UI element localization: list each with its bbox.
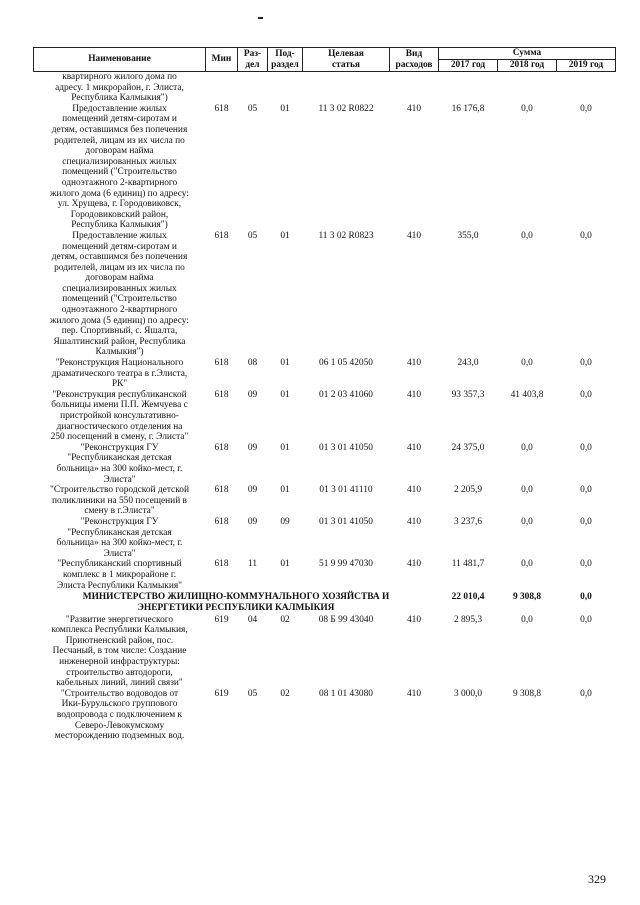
row-target-article: 11 3 02 R0822	[318, 103, 374, 114]
row-sum-2019: 0,0	[580, 103, 592, 114]
row-expense-type: 410	[406, 516, 422, 527]
row-sum-2019: 0,0	[580, 389, 592, 400]
row-name: "Республиканский спортивный комплекс в 1 микрорайоне г. Элиста Республики Калмыкия"	[56, 559, 182, 591]
row-sum-2019: 0,0	[580, 614, 592, 625]
table-row	[34, 104, 616, 231]
row-sum-2017: 16 176,8	[451, 103, 485, 114]
row-ministry-code: 618	[214, 103, 229, 114]
row-section: 09	[247, 389, 258, 400]
row-sum-2018: 0,0	[521, 442, 533, 453]
header-year-2017: 2017 год	[439, 60, 498, 72]
row-ministry-code: 618	[214, 516, 229, 527]
header-expense-type	[390, 48, 439, 72]
row-subsection: 02	[280, 688, 290, 699]
row-sum-2018: 0,0	[521, 103, 533, 114]
row-target-article: 06 1 05 42050	[319, 358, 373, 369]
page-number: 329	[588, 872, 606, 886]
row-subsection: 01	[280, 389, 290, 400]
row-section: 08	[247, 358, 258, 369]
table-row	[34, 358, 616, 390]
row-sum-2018: 0,0	[521, 516, 533, 527]
row-ministry-code: 618	[214, 442, 229, 453]
row-name: "Развитие энергетического комплекса Республики Калмыкия, Приютненский район, пос. Песчаный, в том числе: Создание инженерной инфраструктуры: строительство автодороги, кабельных линий, линий связи"	[51, 614, 188, 689]
row-sum-2017: 93 357,3	[451, 389, 485, 400]
row-subsection: 01	[280, 230, 290, 241]
row-sum-2018: 0,0	[521, 614, 533, 625]
row-section: 05	[247, 230, 258, 241]
row-sum-2019: 0,0	[580, 688, 592, 699]
row-name: "Реконструкция Национального драматического театра в г.Элиста, РК"	[51, 358, 188, 390]
header-section	[238, 48, 268, 72]
header-year-2018: 2018 год	[498, 60, 557, 72]
row-subsection: 01	[280, 485, 290, 496]
row-sum-2019: 0,0	[580, 230, 592, 241]
row-section: 09	[247, 485, 258, 496]
row-target-article: 08 Б 99 43040	[318, 614, 374, 625]
budget-table	[33, 47, 616, 742]
row-name: "Реконструкция ГУ "Республиканская детская больница» на 300 койко-мест, г. Элиста"	[56, 442, 183, 485]
header-sum: Сумма	[439, 48, 616, 60]
row-sum-2017: 2 895,3	[453, 614, 483, 625]
row-expense-type: 410	[406, 389, 422, 400]
table-row	[34, 689, 616, 742]
row-name: Предоставление жилых помещений детям-сиротам и детям, оставшимся без попечения родителей, лицам из их числа по договорам найма специализированных жилых помещений ("Строительство одноэтажного 2-квартирного жилого дома (6 единиц) по адресу: ул. Хрущева, г. Городовиковск, Городовиковский район, Республика Калмыкия")	[50, 103, 189, 231]
row-expense-type: 410	[406, 442, 422, 453]
row-target-article: 01 3 01 41050	[319, 516, 373, 527]
ministry-sum-2018: 9 308,8	[512, 592, 542, 603]
table-row	[34, 443, 616, 485]
header-section-text: Раз- дел	[243, 48, 262, 70]
row-target-article: 11 3 02 R0823	[318, 230, 374, 241]
row-sum-2018: 9 308,8	[512, 688, 542, 699]
row-sum-2017: 355,0	[457, 230, 479, 241]
row-sum-2018: 0,0	[521, 358, 533, 369]
row-target-article: 08 1 01 43080	[319, 688, 373, 699]
row-subsection: 01	[280, 103, 290, 114]
table-row	[34, 517, 616, 559]
row-subsection: 02	[280, 614, 290, 625]
row-expense-type: 410	[406, 103, 422, 114]
row-sum-2017: 3 237,6	[453, 516, 483, 527]
row-expense-type: 410	[406, 485, 422, 496]
header-target-article	[303, 48, 390, 72]
continuation-text: квартирного жилого дома по адресу. 1 микрорайон, г. Элиста, Республика Калмыкия")	[55, 72, 184, 104]
row-subsection: 01	[280, 559, 290, 570]
row-sum-2017: 11 481,7	[451, 559, 485, 570]
row-sum-2017: 2 205,9	[453, 485, 483, 496]
table-body	[34, 72, 616, 742]
row-ministry-code: 618	[214, 230, 229, 241]
row-section: 09	[247, 442, 258, 453]
row-name: "Строительство водоводов от Ики-Бурульского группового водопровода с подключением к Северо-Левокумскому месторождению подземных вод.	[54, 688, 185, 742]
row-sum-2018: 41 403,8	[510, 389, 544, 400]
header-subsection	[268, 48, 303, 72]
row-section: 11	[247, 559, 258, 570]
row-target-article: 51 9 99 47030	[319, 559, 373, 570]
row-expense-type: 410	[406, 358, 422, 369]
ministry-sum-2019: 0,0	[580, 592, 592, 603]
scan-mark	[258, 17, 263, 19]
row-sum-2018: 0,0	[521, 230, 533, 241]
row-subsection: 09	[280, 516, 290, 527]
row-name: "Реконструкция ГУ "Республиканская детская больница» на 300 койко-мест, г. Элиста"	[56, 516, 183, 559]
row-ministry-code: 618	[214, 358, 229, 369]
row-section: 05	[247, 688, 258, 699]
row-target-article: 01 2 03 41060	[319, 389, 373, 400]
row-ministry-code: 619	[214, 614, 229, 625]
row-sum-2019: 0,0	[580, 485, 592, 496]
ministry-name: МИНИСТЕРСТВО ЖИЛИЩНО-КОММУНАЛЬНОГО ХОЗЯЙСТВА И ЭНЕРГЕТИКИ РЕСПУБЛИКИ КАЛМЫКИЯ	[82, 592, 390, 613]
row-ministry-code: 618	[214, 559, 229, 570]
header-ministry-code: Мин	[206, 48, 238, 72]
row-sum-2017: 243,0	[457, 358, 479, 369]
row-target-article: 01 3 01 41050	[319, 442, 373, 453]
ministry-row	[34, 591, 616, 615]
row-ministry-code: 618	[214, 389, 229, 400]
row-name: Предоставление жилых помещений детям-сиротам и детям, оставшимся без попечения родителей, лицам из их числа по договорам найма специализированных жилых помещений ("Строительство одноэтажного 2-квартирного жилого дома (5 единиц) по адресу: пер. Спортивный, с. Яшалта, Яшалтинский район, Республика Калмыкия")	[50, 230, 189, 358]
table-row	[34, 231, 616, 358]
row-sum-2017: 24 375,0	[451, 442, 485, 453]
header-subsection-text: Под- раздел	[271, 48, 299, 70]
continuation-row	[34, 72, 616, 104]
row-expense-type: 410	[406, 230, 422, 241]
table-row	[34, 615, 616, 689]
row-section: 09	[247, 516, 258, 527]
row-subsection: 01	[280, 442, 290, 453]
row-section: 04	[247, 614, 258, 625]
header-name: Наименование	[34, 48, 206, 72]
header-year-2019: 2019 год	[557, 60, 616, 72]
row-section: 05	[247, 103, 258, 114]
row-expense-type: 410	[406, 559, 422, 570]
row-subsection: 01	[280, 358, 290, 369]
row-sum-2017: 3 000,0	[453, 688, 483, 699]
row-name: "Строительство городской детской поликлиники на 550 посещений в смену в г.Элиста"	[50, 485, 189, 517]
row-expense-type: 410	[406, 688, 422, 699]
row-ministry-code: 618	[214, 485, 229, 496]
row-sum-2019: 0,0	[580, 358, 592, 369]
row-sum-2019: 0,0	[580, 516, 592, 527]
row-name: "Реконструкция республиканской больницы имени П.П. Жемчуева с пристройкой консультативно- диагностического отделения на 250 посещений в смену, г. Элиста"	[50, 389, 189, 443]
row-expense-type: 410	[406, 614, 422, 625]
table-row	[34, 390, 616, 443]
row-sum-2019: 0,0	[580, 442, 592, 453]
row-ministry-code: 619	[214, 688, 229, 699]
table-row	[34, 485, 616, 517]
ministry-sum-2017: 22 010,4	[451, 592, 485, 603]
row-target-article: 01 3 01 41110	[319, 485, 373, 496]
table-row	[34, 559, 616, 591]
header-target-article-text: Целевая статья	[328, 48, 364, 70]
row-sum-2018: 0,0	[521, 485, 533, 496]
row-sum-2018: 0,0	[521, 559, 533, 570]
header-expense-type-text: Вид расходов	[395, 48, 433, 70]
row-sum-2019: 0,0	[580, 559, 592, 570]
